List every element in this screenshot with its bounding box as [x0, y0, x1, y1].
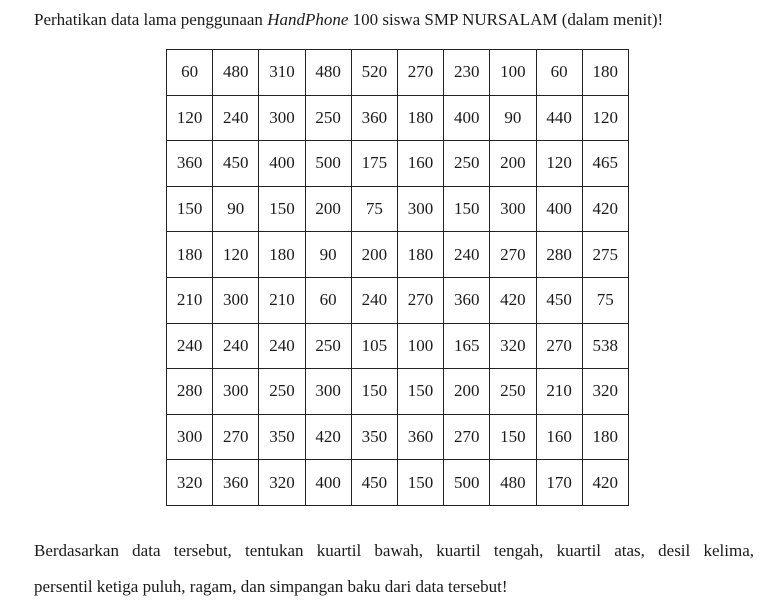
- table-cell: 150: [444, 186, 490, 232]
- table-cell: 60: [167, 50, 213, 96]
- table-cell: 120: [213, 232, 259, 278]
- table-cell: 520: [351, 50, 397, 96]
- table-cell: 538: [582, 323, 628, 369]
- table-cell: 150: [259, 186, 305, 232]
- table-cell: 90: [305, 232, 351, 278]
- intro-text-italic: HandPhone: [267, 10, 349, 29]
- table-cell: 270: [397, 277, 443, 323]
- table-cell: 180: [397, 232, 443, 278]
- table-cell: 310: [259, 50, 305, 96]
- usage-data-table: [166, 49, 629, 506]
- table-cell: 170: [536, 460, 582, 506]
- table-cell: 100: [397, 323, 443, 369]
- table-row: [167, 323, 629, 369]
- table-cell: 150: [397, 460, 443, 506]
- table-cell: 480: [490, 460, 536, 506]
- intro-text-end: 100 siswa SMP NURSALAM (dalam menit)!: [348, 10, 664, 29]
- table-cell: 60: [305, 277, 351, 323]
- table-cell: 250: [259, 369, 305, 415]
- table-cell: 200: [305, 186, 351, 232]
- table-cell: 100: [490, 50, 536, 96]
- table-cell: 200: [351, 232, 397, 278]
- table-cell: 420: [490, 277, 536, 323]
- question-line-1: Berdasarkan data tersebut, tentukan kuartil bawah, kuartil tengah, kuartil atas, desil kelima,: [34, 541, 754, 560]
- table-cell: 240: [351, 277, 397, 323]
- table-cell: 180: [259, 232, 305, 278]
- table-row: [167, 277, 629, 323]
- table-cell: 120: [536, 141, 582, 187]
- table-cell: 60: [536, 50, 582, 96]
- table-cell: 400: [305, 460, 351, 506]
- table-cell: 120: [582, 95, 628, 141]
- table-cell: 400: [536, 186, 582, 232]
- table-row: [167, 95, 629, 141]
- table-cell: 280: [536, 232, 582, 278]
- table-cell: 360: [444, 277, 490, 323]
- intro-text-start: Perhatikan data lama penggunaan: [34, 10, 268, 29]
- table-row: [167, 186, 629, 232]
- table-cell: 270: [444, 414, 490, 460]
- table-cell: 180: [167, 232, 213, 278]
- table-cell: 300: [213, 369, 259, 415]
- table-cell: 500: [305, 141, 351, 187]
- table-cell: 275: [582, 232, 628, 278]
- table-cell: 105: [351, 323, 397, 369]
- table-cell: 240: [213, 323, 259, 369]
- table-cell: 360: [397, 414, 443, 460]
- table-row: [167, 369, 629, 415]
- table-cell: 350: [351, 414, 397, 460]
- table-cell: 160: [397, 141, 443, 187]
- table-cell: 300: [397, 186, 443, 232]
- table-cell: 480: [305, 50, 351, 96]
- table-cell: 240: [213, 95, 259, 141]
- table-cell: 150: [167, 186, 213, 232]
- table-cell: 360: [167, 141, 213, 187]
- table-cell: 450: [213, 141, 259, 187]
- table-cell: 360: [213, 460, 259, 506]
- table-cell: 250: [490, 369, 536, 415]
- table-cell: 210: [536, 369, 582, 415]
- table-cell: 240: [259, 323, 305, 369]
- table-cell: 360: [351, 95, 397, 141]
- table-row: [167, 232, 629, 278]
- table-cell: 450: [536, 277, 582, 323]
- table-row: [167, 460, 629, 506]
- question-text: [34, 533, 754, 605]
- table-cell: 450: [351, 460, 397, 506]
- table-cell: 270: [397, 50, 443, 96]
- table-cell: 200: [490, 141, 536, 187]
- table-cell: 480: [213, 50, 259, 96]
- table-cell: 75: [582, 277, 628, 323]
- table-cell: 240: [444, 232, 490, 278]
- table-cell: 320: [582, 369, 628, 415]
- table-cell: 250: [305, 95, 351, 141]
- table-cell: 420: [582, 186, 628, 232]
- question-line-2: persentil ketiga puluh, ragam, dan simpangan baku dari data tersebut!: [34, 577, 508, 596]
- table-cell: 420: [582, 460, 628, 506]
- intro-text: [34, 8, 764, 32]
- table-cell: 250: [444, 141, 490, 187]
- table-cell: 75: [351, 186, 397, 232]
- table-cell: 400: [444, 95, 490, 141]
- table-cell: 150: [351, 369, 397, 415]
- table-cell: 270: [213, 414, 259, 460]
- table-cell: 200: [444, 369, 490, 415]
- table-cell: 210: [167, 277, 213, 323]
- table-cell: 350: [259, 414, 305, 460]
- table-cell: 420: [305, 414, 351, 460]
- table-cell: 300: [259, 95, 305, 141]
- usage-data-table-body: [167, 50, 629, 506]
- table-cell: 280: [167, 369, 213, 415]
- table-cell: 165: [444, 323, 490, 369]
- table-cell: 180: [582, 414, 628, 460]
- table-cell: 320: [490, 323, 536, 369]
- table-cell: 150: [490, 414, 536, 460]
- table-cell: 300: [305, 369, 351, 415]
- table-cell: 270: [536, 323, 582, 369]
- table-cell: 90: [213, 186, 259, 232]
- table-cell: 160: [536, 414, 582, 460]
- table-cell: 230: [444, 50, 490, 96]
- table-cell: 320: [167, 460, 213, 506]
- table-cell: 175: [351, 141, 397, 187]
- table-cell: 300: [213, 277, 259, 323]
- table-cell: 440: [536, 95, 582, 141]
- table-cell: 120: [167, 95, 213, 141]
- table-cell: 240: [167, 323, 213, 369]
- table-cell: 320: [259, 460, 305, 506]
- table-cell: 465: [582, 141, 628, 187]
- table-cell: 500: [444, 460, 490, 506]
- table-row: [167, 141, 629, 187]
- table-cell: 270: [490, 232, 536, 278]
- table-cell: 300: [167, 414, 213, 460]
- table-cell: 400: [259, 141, 305, 187]
- table-row: [167, 50, 629, 96]
- table-cell: 210: [259, 277, 305, 323]
- table-cell: 250: [305, 323, 351, 369]
- table-cell: 180: [582, 50, 628, 96]
- table-cell: 150: [397, 369, 443, 415]
- table-cell: 300: [490, 186, 536, 232]
- table-row: [167, 414, 629, 460]
- table-cell: 180: [397, 95, 443, 141]
- table-cell: 90: [490, 95, 536, 141]
